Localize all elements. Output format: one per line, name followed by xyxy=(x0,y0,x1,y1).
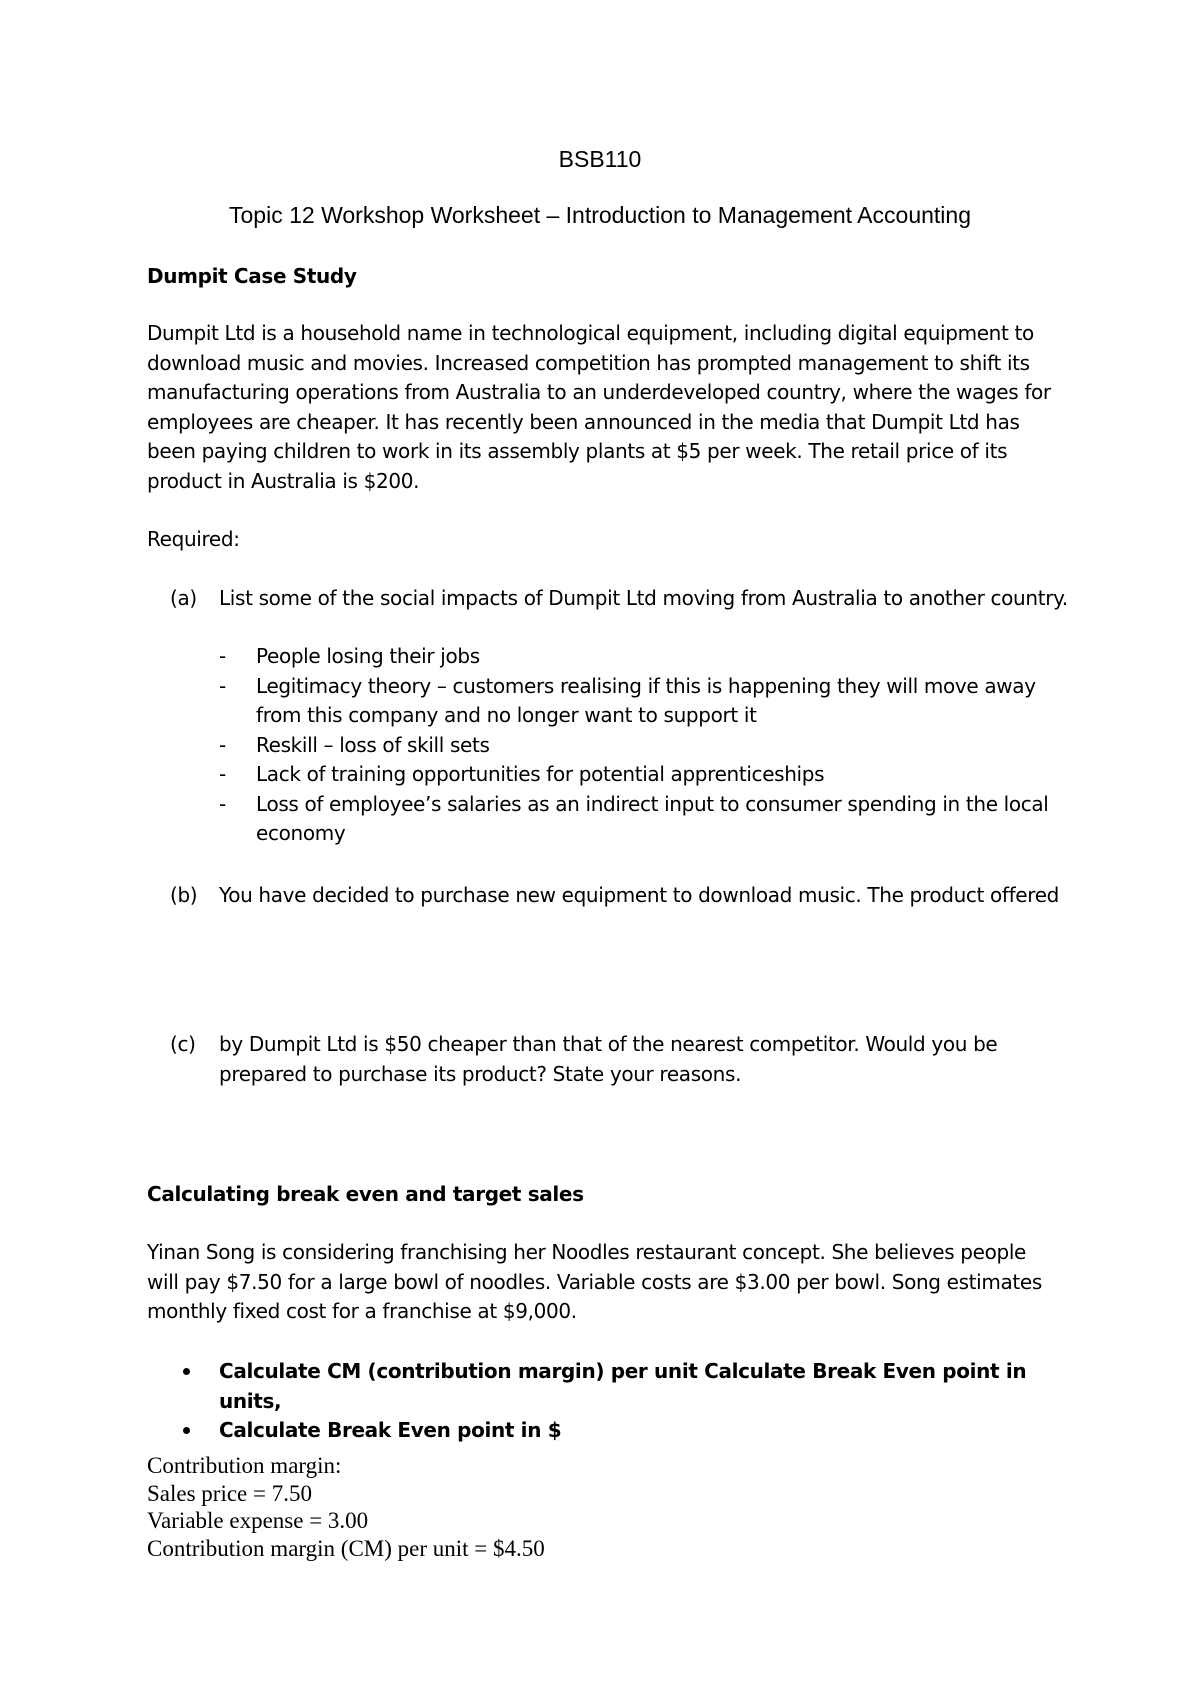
cm-per-unit-line: Contribution margin (CM) per unit = $4.50 xyxy=(147,1535,545,1561)
list-item: - Legitimacy theory – customers realising if this is happening they will move away from this company and no longer want to support it xyxy=(219,673,1036,727)
question-marker: (a) xyxy=(170,586,197,610)
list-item: - Loss of employee’s salaries as an indirect input to consumer spending in the local economy xyxy=(219,791,1049,845)
break-even-paragraph: Yinan Song is considering franchising her Noodles restaurant concept. She believes people will pay $7.50 for a large bowl of noodles. Variable costs are $3.00 per bowl. Song estimates monthly fixed cost for a franchise at $9,000. xyxy=(147,1240,1042,1323)
question-text: You have decided to purchase new equipment to download music. The product offered xyxy=(219,883,1059,907)
task-list xyxy=(183,1357,1083,1446)
contribution-margin-calculation xyxy=(147,1452,1067,1562)
sales-price-line: Sales price = 7.50 xyxy=(147,1480,312,1506)
document-title: Topic 12 Workshop Worksheet – Introduction to Management Accounting xyxy=(229,202,971,228)
calculation-heading: Contribution margin: xyxy=(147,1453,342,1478)
case-study-paragraph: Dumpit Ltd is a household name in technological equipment, including digital equipment to download music and movies. Increased competition has prompted management to shift its manufacturing operations from Australia to an underdeveloped country, where the wages for employees are cheaper. It has recently been announced in the media that Dumpit Ltd has been paying children to work in its assembly plants at $5 per week. The retail price of its product in Australia is $200. xyxy=(147,321,1051,493)
answer-list xyxy=(219,642,1079,849)
question-text: by Dumpit Ltd is $50 cheaper than that of the nearest competitor. Would you be prepared to purchase its product? State your reasons. xyxy=(219,1032,998,1086)
variable-expense-line: Variable expense = 3.00 xyxy=(147,1508,369,1533)
required-label: Required: xyxy=(147,527,240,551)
bullet-icon xyxy=(183,1368,190,1375)
list-item: Calculate Break Even point in $ xyxy=(183,1416,1083,1446)
course-code: BSB110 xyxy=(558,146,642,172)
list-item: - Reskill – loss of skill sets xyxy=(219,732,490,757)
list-item: Calculate CM (contribution margin) per unit Calculate Break Even point in units, xyxy=(183,1357,1083,1416)
list-item: - People losing their jobs xyxy=(219,644,480,668)
case-study-heading: Dumpit Case Study xyxy=(147,264,357,288)
list-item: - Lack of training opportunities for potential apprenticeships xyxy=(219,762,825,786)
break-even-heading: Calculating break even and target sales xyxy=(147,1182,584,1206)
bullet-icon xyxy=(183,1427,190,1434)
question-text: List some of the social impacts of Dumpit Ltd moving from Australia to another country. xyxy=(219,586,1068,610)
question-marker: (c) xyxy=(170,1032,196,1056)
question-marker: (b) xyxy=(170,883,198,907)
